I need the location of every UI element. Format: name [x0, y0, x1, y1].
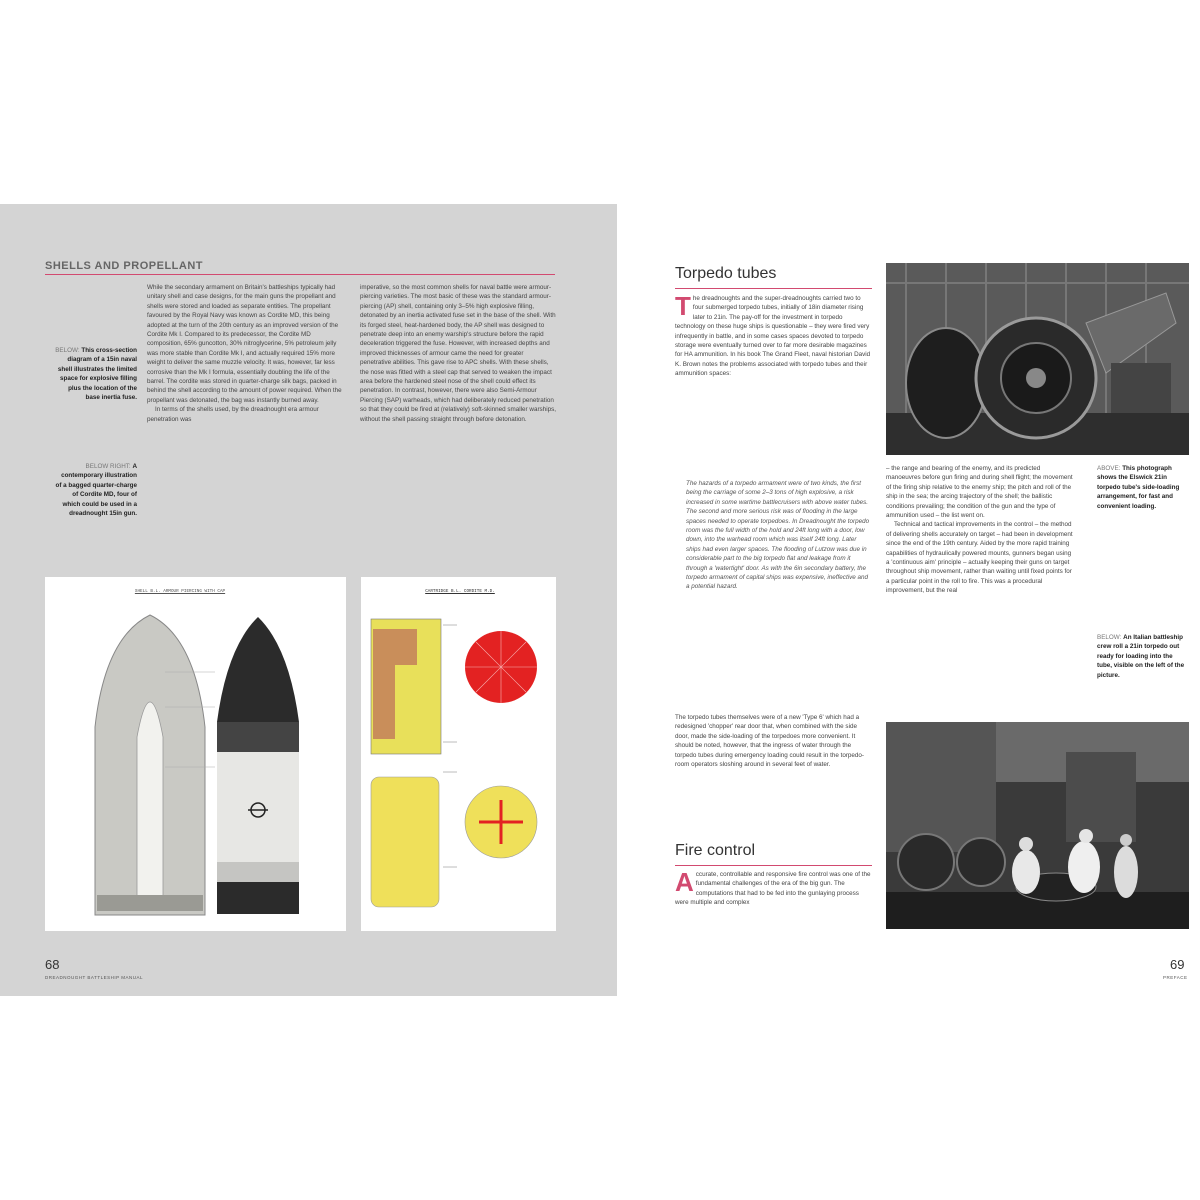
caption-text: This cross-section diagram of a 15in naval shell illustrates the limited space for explosive filling plus the location of the base inertia fuse.	[57, 347, 137, 402]
body-column-2	[360, 283, 556, 424]
caption-above	[1097, 464, 1189, 511]
caption-text: A contemporary illustration of a bagged quarter-charge of Cordite MD, four of which could be used in a dreadnought 15in gun.	[55, 463, 137, 518]
figure-heading: SHELL B.L. ARMOUR PIERCING WITH CAP	[134, 589, 226, 594]
fire-control-paragraph	[675, 867, 872, 908]
paragraph: In terms of the shells used, by the dreadnought era armour penetration was	[147, 406, 319, 423]
heading-torpedo-tubes: Torpedo tubes	[675, 265, 777, 282]
caption-label: ABOVE:	[1097, 465, 1121, 472]
footer-right: PREFACE	[1163, 975, 1188, 980]
photo-svg	[886, 263, 1189, 455]
caption-below-right	[55, 462, 137, 518]
paragraph: imperative, so the most common shells for naval battle were armour-piercing varieties. The most basic of these was the standard armour-piercing (AP) shell, containing only 3–5% high explosive filling, detonated by an inertia activated fuse set in the base of the shell. With its forged steel, heat-hardened body, the AP shell was designed to penetrate deep into an enemy warship's structure before the rapid deceleration triggered the fuse. However, with increased depths and improved thicknesses of armour came the need for greater penetrative abilities. This gave rise to APC shells. With these shells, the nose was fitted with a steel cap that served to weaken the impact area before the hardened steel nose of the shell could effect its penetration. In contrast, however, there were also Semi-Armour Piercing (SAP) warheads, which had deliberately reduced penetration so that they could be fired at (relatively) soft-skinned smaller warships, without the shell passing straight through before detonation.	[360, 284, 556, 423]
quote-text: The hazards of a torpedo armament were of two kinds, the first being the carriage of some 2–3 tons of high explosive, a risk increased in some wartime battlecruisers with above water tubes. The second and more serious risk was of flooding in the large spaces needed to operate torpedoes. In Dreadnought the torpedo room was the full width of the hold and 24ft long with a door, low down, into the warhead room which was itself 24ft long. Later ships had even larger spaces. The flooding of Lutzow was due in considerable part to the big torpedo flat and leakage from it through a 'watertight' door. As with the 6in secondary battery, the torpedo armament of capital ships was expensive, ineffective and a potential hazard.	[686, 480, 870, 591]
page-number-right: 69	[1170, 957, 1185, 972]
paragraph: he dreadnoughts and the super-dreadnoughts carried two to four submerged torpedo tubes, initially of 18in diameter rising later to 21in. The pay-off for the investment in torpedo technology on these huge ships is questionable – they were fired very infrequently in battle, and in some cases spaces devoted to torpedo storage were eventually turned over to far more desirable magazines for HA ammunition. In his book The Grand Fleet, naval historian David K. Brown notes the problems associated with torpedo tubes and their ammunition spaces:	[675, 295, 871, 378]
section-title: SHELLS AND PROPELLANT	[45, 260, 203, 272]
shell-diagram-svg	[45, 577, 346, 931]
caption-label: BELOW:	[55, 347, 80, 354]
torpedo-tubes-paragraph	[675, 713, 872, 769]
paragraph: – the range and bearing of the enemy, and its predicted manoeuvres before gun firing and during shell flight; the movement of the firing ship relative to the enemy ship; the pitch and roll of the ship in the sea; the arcing trajectory of the shell; the ballistic conditions prevailing; the condition of the gun and the type of ammunition used – the list went on.	[886, 465, 1073, 520]
drop-cap: T	[675, 291, 691, 321]
paragraph: ccurate, controllable and responsive fire control was one of the fundamental challenges of the era of the big gun. The computations that had to be fed into the gunlaying process were multiple and complex	[675, 871, 871, 907]
paragraph: The torpedo tubes themselves were of a new 'Type 6' which had a redesigned 'chopper' rear door that, when combined with the side door, made the side-loading of the torpedoes more convenient. It should be noted, however, that the ingress of water through the torpedo tubes during emergency loading could result in the torpedo-room operators sloshing around in several feet of water.	[675, 714, 865, 769]
photo-svg	[886, 722, 1189, 929]
section-rule	[45, 274, 555, 275]
caption-below-photo	[1097, 633, 1189, 680]
paragraph: While the secondary armament on Britain's battleships typically had unitary shell and case designs, for the main guns the propellant and shells were stored and loaded as separate entities. The propellant favoured by the Royal Navy was known as Cordite MD, this being adopted at the turn of the 20th century as an improved version of the Cordite Mk I. Compared to its predecessor, the Cordite MD composition, 65% guncotton, 30% nitroglycerine, 5% petroleum jelly was more stable than Cordite Mk I, and actually required 15% more weight to deliver the same muzzle velocity. It was, however, far less corrosive than the Mk I formula, essentially doubling the life of the barrel. The cordite was stored in quarter-charge silk bags, packed in behind the shell according to the amount of power required. When the propellant was detonated, the bag was instantly burned away.	[147, 284, 342, 404]
heading-rule	[675, 865, 872, 866]
figure-heading: CARTRIDGE B.L. CORDITE M.D.	[425, 589, 495, 594]
body-column-1	[147, 283, 345, 424]
quote-block	[686, 479, 872, 592]
fire-control-column-2	[886, 464, 1076, 596]
caption-text: An Italian battleship crew roll a 21in torpedo out ready for loading into the tube, visible on the left of the picture.	[1097, 634, 1185, 679]
caption-label: BELOW RIGHT:	[85, 463, 131, 470]
crew-torpedo-photo	[886, 722, 1189, 929]
shell-diagram-figure	[45, 577, 346, 931]
heading-fire-control: Fire control	[675, 842, 756, 859]
caption-label: BELOW:	[1097, 634, 1122, 641]
cartridge-figure	[361, 577, 556, 931]
torpedo-tube-photo	[886, 263, 1189, 455]
page-number-left: 68	[45, 957, 60, 972]
torpedo-intro	[675, 291, 872, 379]
caption-text: This photograph shows the Elswick 21in torpedo tube's side-loading arrangement, for fast and convenient loading.	[1097, 465, 1180, 510]
cartridge-svg	[361, 577, 556, 931]
heading-rule	[675, 288, 872, 289]
drop-cap: A	[675, 867, 694, 897]
caption-below	[55, 346, 137, 402]
footer-left: DREADNOUGHT BATTLESHIP MANUAL	[45, 975, 144, 980]
paragraph: Technical and tactical improvements in the control – the method of delivering shells accurately on target – had been in development since the end of the 19th century. Aided by the more rapid training capabilities of hydraulically powered mounts, gunners began using a 'continuous aim' principle – actually keeping their guns on target throughout ship movement, rather than waiting until fixed points for a particular point in the roll to fire. This was a procedural improvement, but the real	[886, 521, 1073, 595]
